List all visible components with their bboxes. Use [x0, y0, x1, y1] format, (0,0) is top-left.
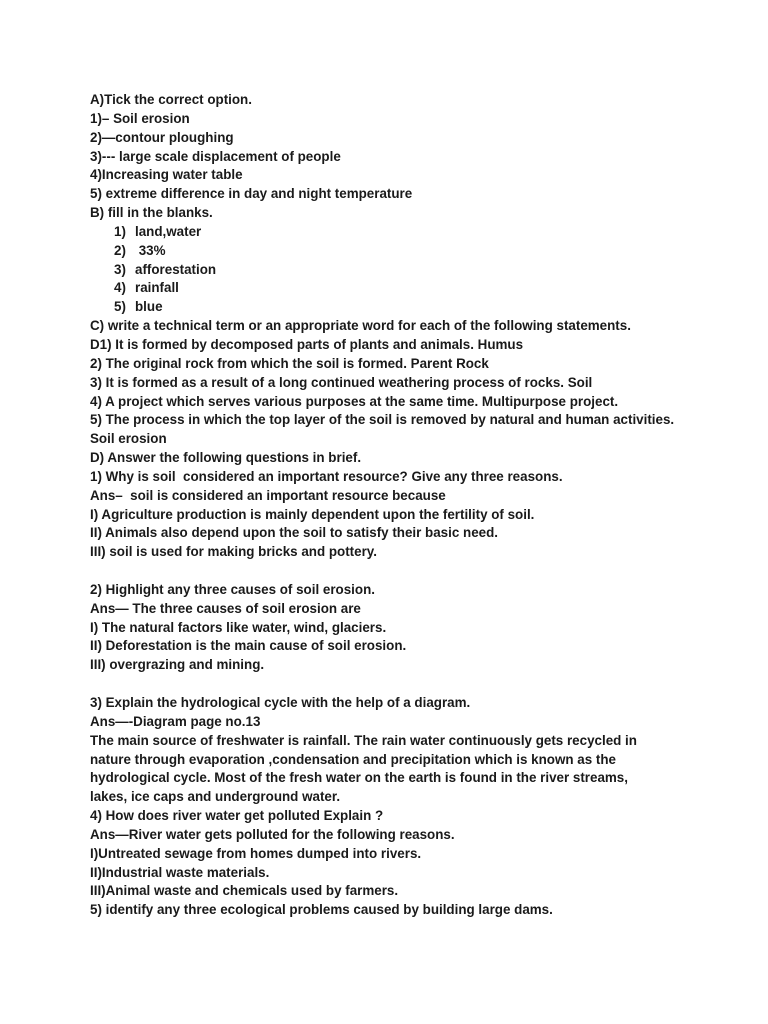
- list-text: land,water: [135, 223, 202, 239]
- section-c-item: D1) It is formed by decomposed parts of plants and animals. Humus: [90, 336, 524, 352]
- section-b-item: [90, 242, 690, 261]
- answer-2-point: I) The natural factors like water, wind, glaciers.: [90, 619, 387, 635]
- section-a-item: 3)--- large scale displacement of people: [90, 148, 341, 164]
- answer-4-point: II)Industrial waste materials.: [90, 864, 270, 880]
- list-text: afforestation: [135, 261, 217, 277]
- list-text: blue: [135, 299, 163, 315]
- section-b-item: [90, 223, 690, 242]
- section-c-heading: C) write a technical term or an appropriate word for each of the following statements.: [90, 318, 631, 334]
- answer-2-point: II) Deforestation is the main cause of soil erosion.: [90, 638, 407, 654]
- answer-3-paragraph-line: hydrological cycle. Most of the fresh water on the earth is found in the river streams,: [90, 770, 628, 786]
- list-number: 4): [114, 280, 126, 296]
- section-a-item: 5) extreme difference in day and night temperature: [90, 186, 413, 202]
- section-c-item: 4) A project which serves various purposes at the same time. Multipurpose project.: [90, 393, 619, 409]
- list-number: 1): [114, 223, 126, 239]
- answer-1-point: III) soil is used for making bricks and pottery.: [90, 544, 377, 560]
- section-a-item: 1)– Soil erosion: [90, 110, 190, 126]
- list-text: 33%: [135, 242, 166, 258]
- section-c-item: 2) The original rock from which the soil is formed. Parent Rock: [90, 355, 489, 371]
- section-b-heading: B) fill in the blanks.: [90, 205, 213, 221]
- question-5: 5) identify any three ecological problems caused by building large dams.: [90, 902, 553, 918]
- answer-4-point: I)Untreated sewage from homes dumped into rivers.: [90, 845, 422, 861]
- section-c-item: 5) The process in which the top layer of the soil is removed by natural and human activities. Soil erosion: [90, 412, 675, 447]
- spacer: [90, 675, 690, 694]
- section-d-heading: D) Answer the following questions in brief.: [90, 450, 362, 466]
- answer-4-intro: Ans—River water gets polluted for the following reasons.: [90, 826, 455, 842]
- list-number: 5): [114, 299, 126, 315]
- section-a-item: 2)—contour ploughing: [90, 129, 234, 145]
- answer-3-intro: Ans—-Diagram page no.13: [90, 713, 261, 729]
- list-number: 2): [114, 242, 126, 258]
- answer-1-point: I) Agriculture production is mainly dependent upon the fertility of soil.: [90, 506, 535, 522]
- section-a-item: 4)Increasing water table: [90, 167, 243, 183]
- answer-4-point: III)Animal waste and chemicals used by farmers.: [90, 883, 399, 899]
- section-a-heading: A)Tick the correct option.: [90, 92, 252, 107]
- question-4: 4) How does river water get polluted Explain ?: [90, 808, 384, 824]
- list-text: rainfall: [135, 280, 179, 296]
- answer-3-paragraph-line: nature through evaporation ,condensation and precipitation which is known as the: [90, 751, 617, 767]
- answer-2-intro: Ans— The three causes of soil erosion are: [90, 600, 361, 616]
- answer-2-point: III) overgrazing and mining.: [90, 657, 265, 673]
- question-3: 3) Explain the hydrological cycle with the help of a diagram.: [90, 695, 471, 710]
- section-b-item: [90, 279, 690, 298]
- question-2: 2) Highlight any three causes of soil erosion.: [90, 581, 375, 597]
- answer-3-paragraph-line: lakes, ice caps and underground water.: [90, 789, 341, 805]
- answer-1-intro: Ans– soil is considered an important resource because: [90, 487, 446, 503]
- list-number: 3): [114, 261, 126, 277]
- question-1: 1) Why is soil considered an important resource? Give any three reasons.: [90, 468, 563, 484]
- section-b-item: [90, 261, 690, 280]
- spacer: [90, 562, 690, 581]
- answer-3-paragraph-line: The main source of freshwater is rainfall. The rain water continuously gets recycled in: [90, 732, 637, 748]
- section-c-item: 3) It is formed as a result of a long continued weathering process of rocks. Soil: [90, 374, 593, 390]
- section-b-item: [90, 298, 690, 317]
- answer-1-point: II) Animals also depend upon the soil to satisfy their basic need.: [90, 525, 498, 541]
- document-body: [90, 91, 690, 920]
